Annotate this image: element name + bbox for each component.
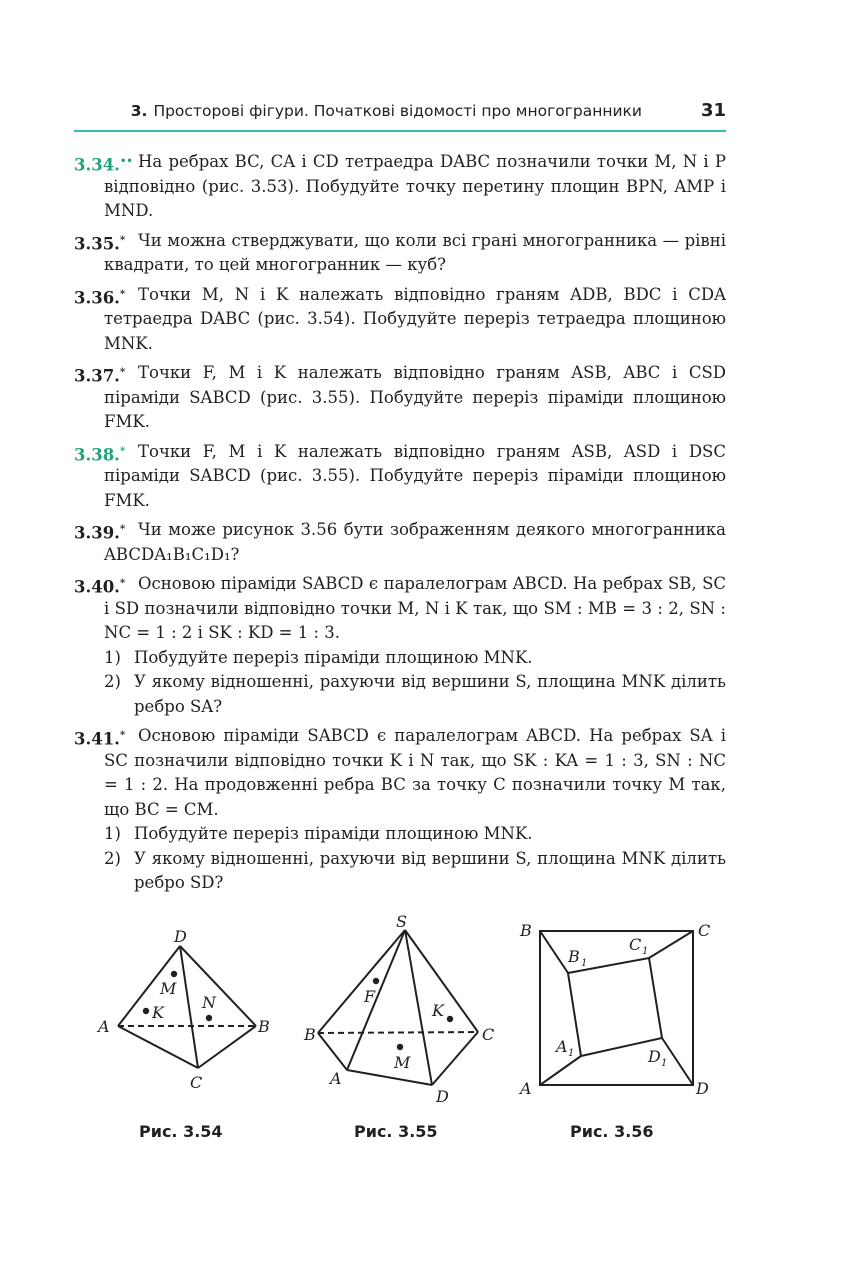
label-C1: C <box>629 935 642 954</box>
problem-text: Точки M, N і K належать відповідно граням ADB, BDC і CDA тетраедра DABC (рис. 3.54). Побудуйте переріз тетраедра площиною MNK. <box>104 284 726 353</box>
figure-caption: Рис. 3.55 <box>354 1122 438 1141</box>
label-N: N <box>202 993 216 1012</box>
problem-text: Точки F, M і K належать відповідно граням ASB, ABC і CSD піраміди SABCD (рис. 3.55). Побудуйте переріз піраміди площиною FMK. <box>104 363 726 431</box>
figure-3-56 <box>514 900 726 1141</box>
figures <box>74 900 726 1160</box>
problem-3-38 <box>74 440 726 514</box>
label-M: M <box>394 1053 411 1072</box>
subscript-1: 1 <box>661 1058 668 1069</box>
problem-3-41 <box>74 724 726 896</box>
label-C: C <box>482 1025 495 1044</box>
problem-text: На ребрах BC, CA і CD тетраедра DABC позначили точки M, N і P відповідно (рис. 3.53). Побудуйте точку перетину площин BPN, AMP і MND. <box>104 152 726 220</box>
problem-number: 3.38.* <box>74 445 126 464</box>
label-K: K <box>432 1001 444 1020</box>
problem-3-35 <box>74 229 726 278</box>
page-number: 31 <box>700 100 726 121</box>
problem-subitem: 1) Побудуйте переріз піраміди площиною MNK. <box>104 824 533 843</box>
label-A: A <box>520 1079 532 1098</box>
figure-3-55 <box>302 900 502 1141</box>
problem-number: 3.37.* <box>74 366 126 386</box>
label-D: D <box>696 1079 709 1098</box>
label-F: F <box>364 987 376 1006</box>
label-A1: A <box>556 1037 568 1056</box>
problem-text: Чи може рисунок 3.56 бути зображенням деякого многогранника ABCDA₁B₁C₁D₁? <box>104 520 726 564</box>
subscript-1: 1 <box>642 946 649 957</box>
label-B: B <box>304 1025 316 1044</box>
problem-3-37 <box>74 361 726 435</box>
label-D: D <box>174 927 187 946</box>
label-A: A <box>98 1017 110 1036</box>
label-B: B <box>520 921 532 940</box>
label-M: M <box>160 979 177 998</box>
tetrahedron-diagram <box>94 900 284 1100</box>
problem-number: 3.36.* <box>74 288 126 307</box>
label-C: C <box>698 921 711 940</box>
polyhedron-frame-diagram <box>514 900 726 1110</box>
problem-number: 3.40.* <box>74 577 126 597</box>
problem-text: Точки F, M і K належать відповідно граням ASB, ASD і DSC піраміди SABCD (рис. 3.55). Побудуйте переріз піраміди площиною FMK. <box>104 441 726 510</box>
label-A: A <box>330 1069 342 1088</box>
label-D: D <box>436 1087 449 1106</box>
problem-number: 3.41.* <box>74 729 126 749</box>
label-D1: D <box>648 1047 661 1066</box>
chapter-title <box>131 102 642 120</box>
label-B1: B <box>568 947 580 966</box>
label-B: B <box>258 1017 270 1036</box>
subscript-1: 1 <box>581 958 588 969</box>
problem-text: Основою піраміди SABCD є паралелограм ABCD. На ребрах SA і SC позначили відповідно точки K і N так, що SK : KA = 1 : 3, SN : NC = 1 : 2. На продовженні ребра BC за точку C позначили точку M так, що BC = CM. <box>104 726 726 819</box>
problem-number: 3.39.* <box>74 523 126 543</box>
problem-3-40 <box>74 572 726 719</box>
problem-number: 3.34.•• <box>74 155 133 175</box>
chapter-number: 3. <box>130 102 148 120</box>
label-K: K <box>152 1003 164 1022</box>
figure-caption: Рис. 3.54 <box>139 1122 223 1141</box>
problem-list <box>74 150 726 901</box>
problem-text: Чи можна стверджувати, що коли всі грані многогранника — рівні квадрати, то цей многогранник — куб? <box>104 230 726 274</box>
subscript-1: 1 <box>568 1048 575 1059</box>
problem-subitem: 1) Побудуйте переріз піраміди площиною MNK. <box>104 647 533 667</box>
label-S: S <box>396 912 407 931</box>
figure-3-54 <box>94 900 284 1141</box>
problem-number: 3.35.* <box>74 234 126 253</box>
chapter-title-text: Просторові фігури. Початкові відомості про многогранники <box>153 102 642 120</box>
problem-subitem: 2) У якому відношенні, рахуючи від вершини S, площина MNK ділить ребро SD? <box>104 848 726 892</box>
pyramid-diagram <box>302 900 502 1110</box>
problem-3-34 <box>74 150 726 224</box>
problem-text: Основою піраміди SABCD є паралелограм ABCD. На ребрах SB, SC і SD позначили відповідно точки M, N і K так, що SM : MB = 3 : 2, SN : NC = 1 : 2 і SK : KD = 1 : 3. <box>104 574 726 642</box>
figure-caption: Рис. 3.56 <box>570 1122 654 1141</box>
label-C: C <box>190 1073 203 1092</box>
problem-3-39 <box>74 518 726 567</box>
page-header <box>74 100 726 132</box>
problem-3-36 <box>74 283 726 357</box>
problem-subitem: 2) У якому відношенні, рахуючи від вершини S, площина MNK ділить ребро SA? <box>104 672 726 716</box>
